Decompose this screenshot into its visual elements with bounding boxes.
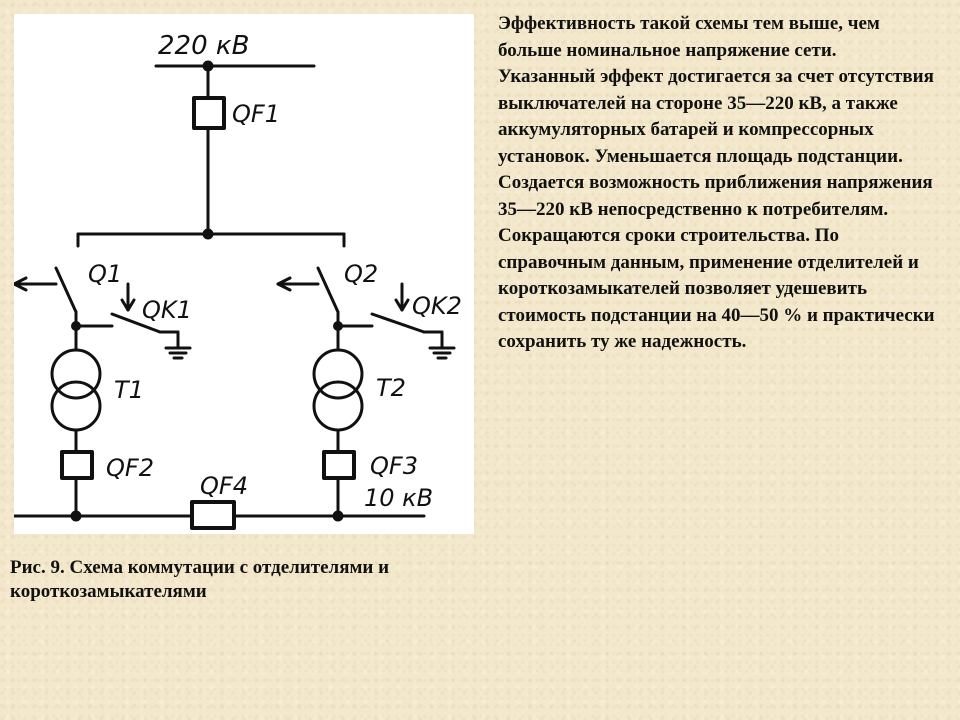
- body-text: Эффективность такой схемы тем выше, чем больше номинальное напряжение сети. Указанный эффект достигается за счет отсутствия выключателей на стороне 35—220 кВ, а также аккумуляторных батарей и компрессорных установок. Уменьшается площадь подстанции. Создается возможность приближения напряжения 35—220 кВ непосредственно к потребителям. Сокращаются сроки строительства. По справочным данным, применение отделителей и короткозамыкателей позволяет удешевить стоимость подстанции на 40—50 % и практически сохранить ту же надежность.: [498, 13, 935, 352]
- breaker-qf2: [62, 452, 92, 478]
- label-qf3: QF3: [370, 452, 418, 480]
- label-qk2: QK2: [412, 292, 462, 320]
- label-t1: T1: [114, 376, 144, 404]
- label-q2: Q2: [344, 260, 379, 288]
- label-voltage-high: 220 кВ: [158, 31, 250, 61]
- transformer-t2-lower: [314, 382, 362, 430]
- label-qf1: QF1: [232, 100, 280, 128]
- breaker-qf1: [194, 98, 224, 128]
- transformer-t1-lower: [52, 382, 100, 430]
- disconnector-q1: [56, 268, 76, 312]
- breaker-qf3: [324, 452, 354, 478]
- circuit-diagram-svg: [14, 14, 474, 534]
- label-qf2: QF2: [106, 454, 154, 482]
- label-voltage-low: 10 кВ: [364, 484, 434, 512]
- label-q1: Q1: [88, 260, 123, 288]
- label-qf4: QF4: [200, 472, 248, 500]
- circuit-diagram: [14, 14, 474, 534]
- disconnector-q2: [318, 268, 338, 312]
- breaker-qf4: [192, 502, 234, 528]
- label-qk1: QK1: [142, 296, 192, 324]
- figure-caption: Рис. 9. Схема коммутации с отделителями и короткозамыкателями: [10, 557, 390, 602]
- label-t2: T2: [376, 374, 406, 402]
